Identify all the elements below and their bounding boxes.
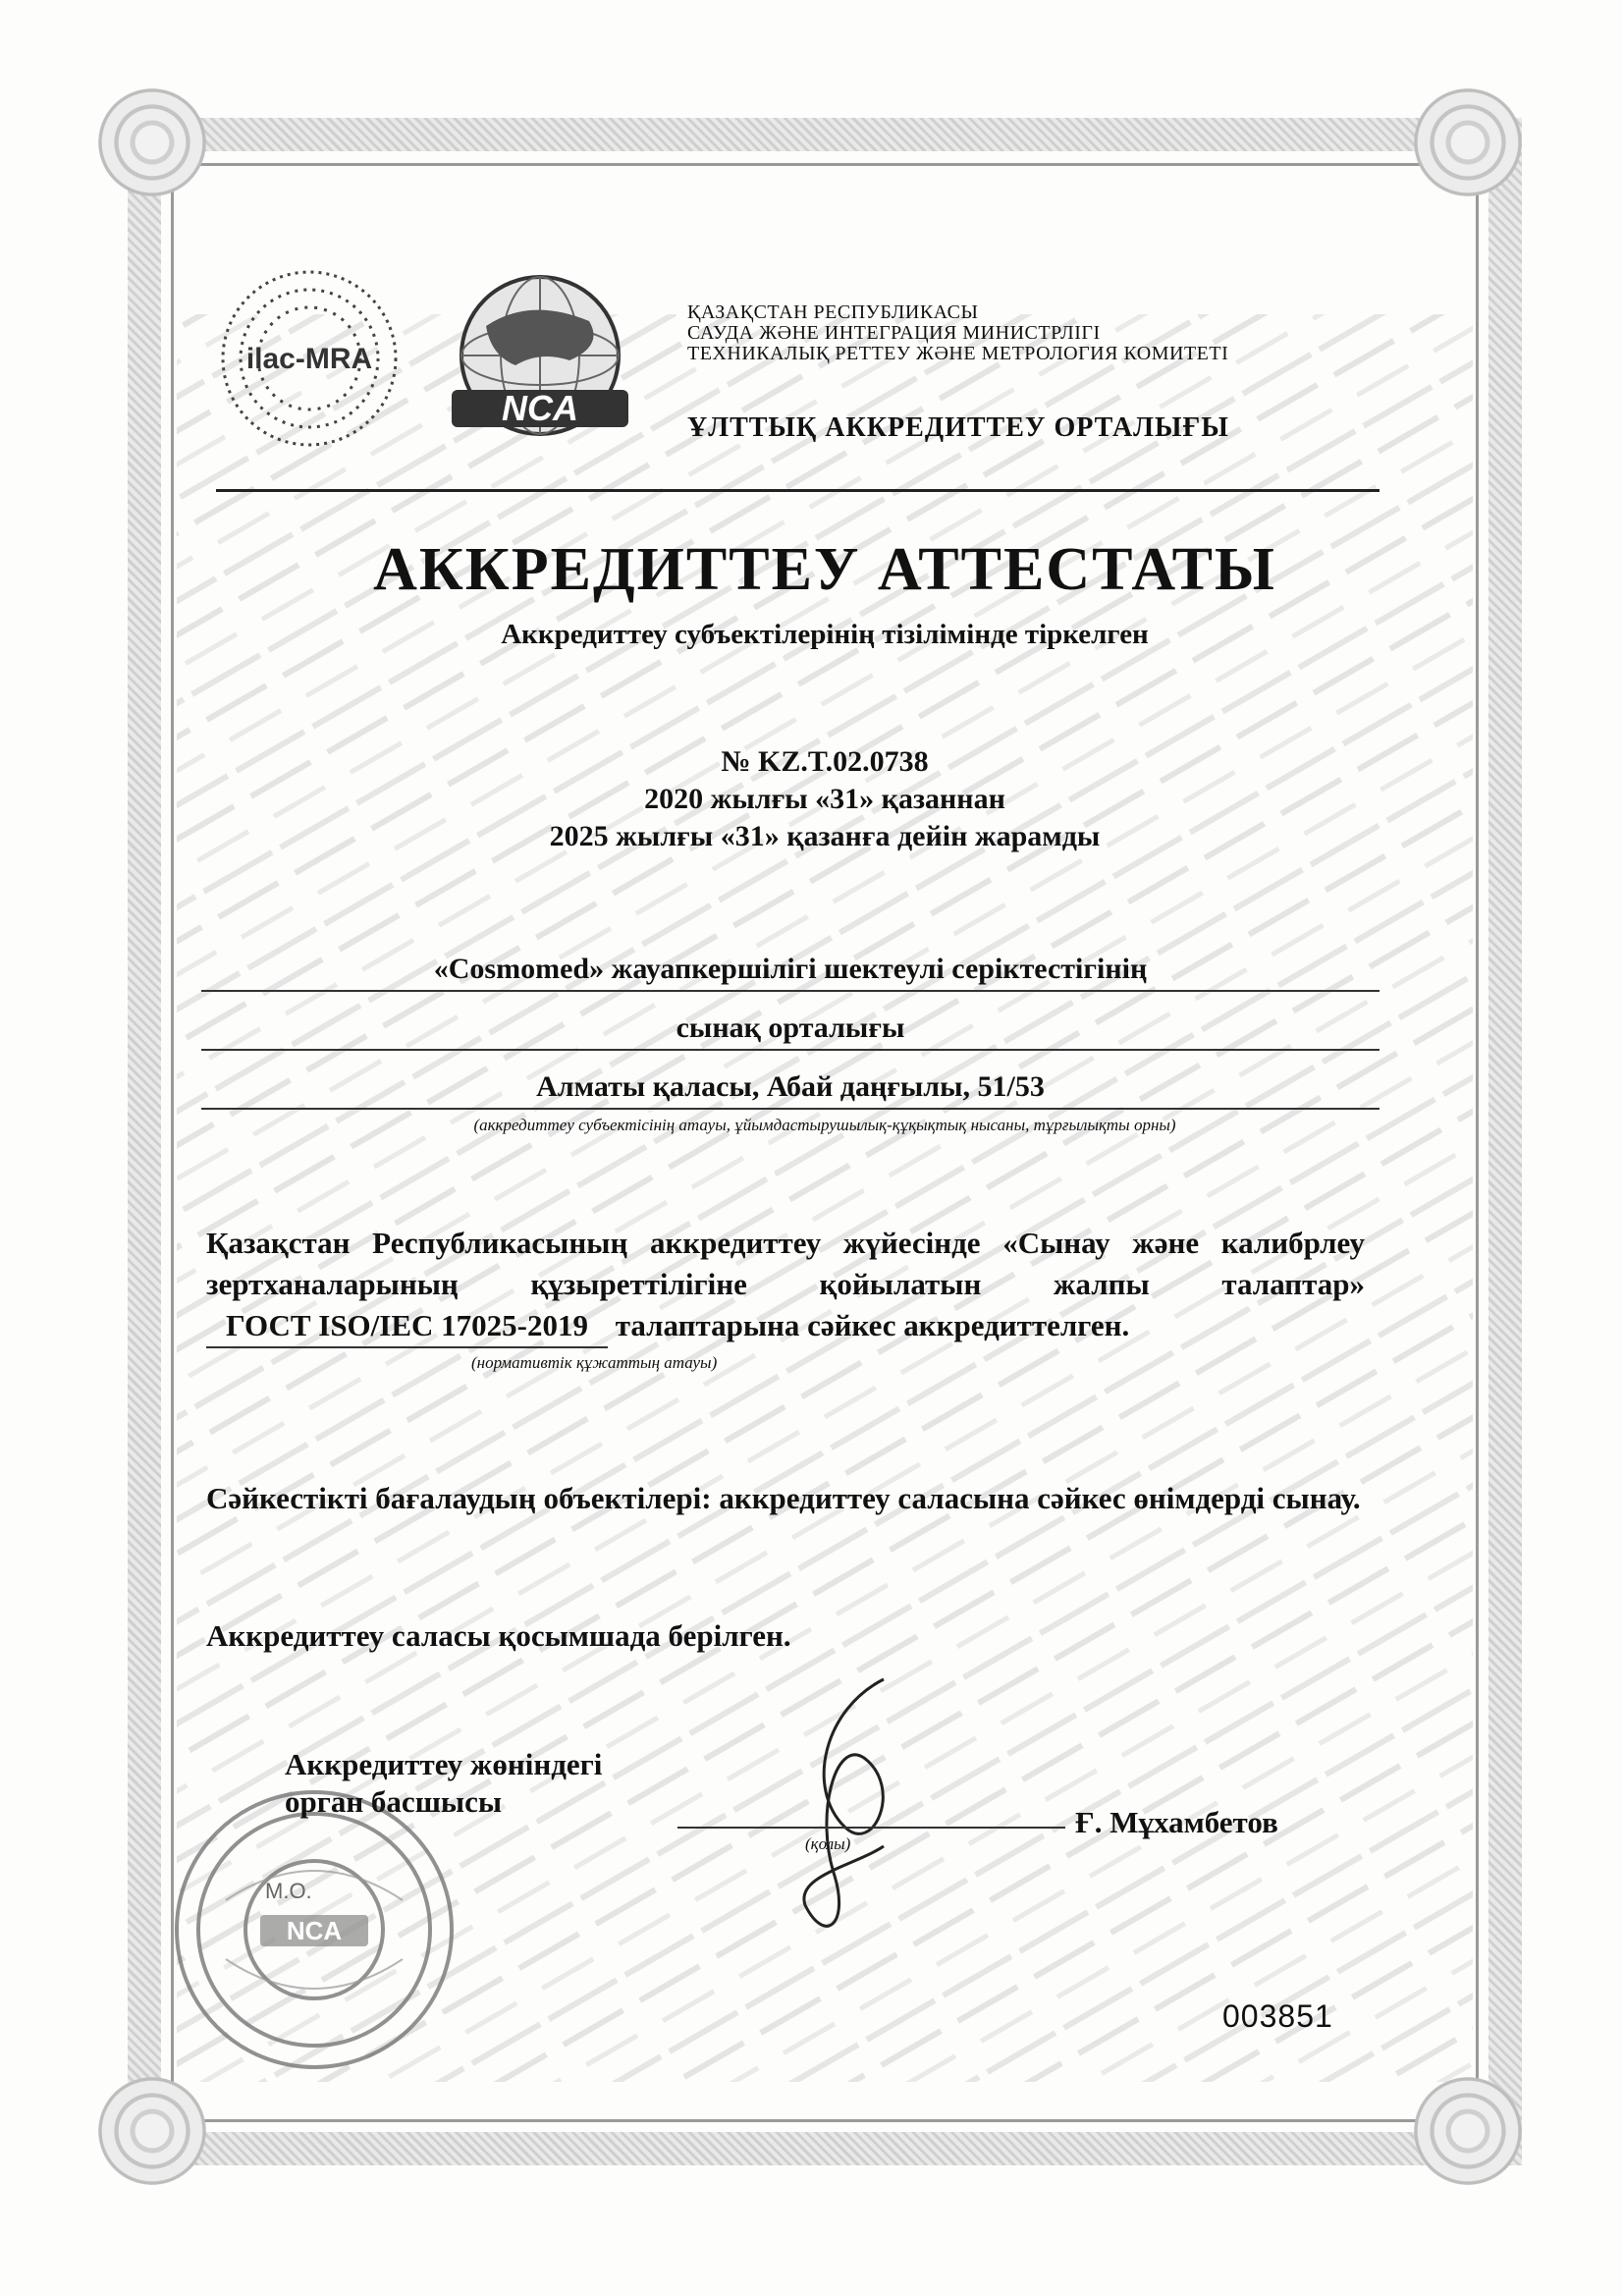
standard-name: ГОСТ ISO/IEC 17025-2019 xyxy=(206,1305,608,1348)
org-line-3: ТЕХНИКАЛЫҚ РЕТТЕУ ЖӘНЕ МЕТРОЛОГИЯ КОМИТЕТІ xyxy=(687,343,1229,364)
accreditation-center-name: ҰЛТТЫҚ АККРЕДИТТЕУ ОРТАЛЫҒЫ xyxy=(687,412,1229,443)
svg-text:NCA: NCA xyxy=(502,388,578,428)
serial-number: 003851 xyxy=(1222,1998,1333,2034)
signature-hint: (қолы) xyxy=(805,1834,851,1853)
entity-name-line-2: сынақ орталығы xyxy=(201,1011,1380,1051)
handwritten-signature xyxy=(766,1669,943,1944)
corner-rosette-tr xyxy=(1409,83,1527,201)
entity-address: Алматы қаласы, Абай даңғылы, 51/53 xyxy=(201,1070,1380,1110)
signer-title-line-1: Аккредиттеу жөніндегі xyxy=(285,1747,603,1781)
svg-text:М.О.: М.О. xyxy=(265,1879,312,1903)
conformity-objects: Сәйкестікті бағалаудың объектілері: аккредиттеу саласына сәйкес өнімдерді сынау. xyxy=(206,1481,1361,1515)
header-divider xyxy=(216,489,1380,492)
entity-name-line-1: «Cosmomed» жауапкершілігі шектеулі серіктестігінің xyxy=(201,953,1380,992)
signer-name: Ғ. Мұхамбетов xyxy=(1075,1805,1278,1839)
issuing-authority xyxy=(687,302,1228,364)
svg-text:ilac-MRA: ilac-MRA xyxy=(245,343,373,375)
accreditation-scope: Аккредиттеу саласы қосымшада берілген. xyxy=(206,1618,791,1653)
corner-rosette-br xyxy=(1409,2072,1527,2190)
corner-rosette-tl xyxy=(93,83,211,201)
valid-from: 2020 жылғы «31» қазаннан xyxy=(644,783,1005,815)
nca-globe-logo-icon xyxy=(442,267,638,454)
org-line-1: ҚАЗАҚСТАН РЕСПУБЛИКАСЫ xyxy=(687,301,979,323)
document-title: АККРЕДИТТЕУ АТТЕСТАТЫ xyxy=(373,536,1276,603)
ilac-mra-logo-icon xyxy=(211,260,407,457)
signer-title xyxy=(285,1746,602,1821)
entity-hint: (аккредиттеу субъектісінің атауы, ұйымдастырушылық-құқықтық нысаны, тұрғылықты орны) xyxy=(473,1116,1176,1134)
standard-hint: (нормативтік құжаттың атауы) xyxy=(471,1353,718,1372)
signer-title-line-2: орган басшысы xyxy=(285,1784,503,1819)
corner-rosette-bl xyxy=(93,2072,211,2190)
official-seal-stamp xyxy=(167,1782,461,2077)
org-line-2: САУДА ЖӘНЕ ИНТЕГРАЦИЯ МИНИСТРЛІГІ xyxy=(687,322,1101,344)
signature-line xyxy=(677,1827,1065,1829)
document-subtitle: Аккредиттеу субъектілерінің тізілімінде тіркелген xyxy=(501,619,1149,650)
valid-to: 2025 жылғы «31» қазанға дейін жарамды xyxy=(549,820,1101,852)
certificate-number: № KZ.T.02.0738 xyxy=(721,745,929,778)
certificate-details xyxy=(177,743,1473,855)
accreditation-text-before: Қазақстан Республикасының аккредиттеу жүйесінде «Сынау және калибрлеу зертханаларының құзыреттілігіне қойылатын жалпы талаптар» xyxy=(206,1226,1365,1301)
svg-text:NCA: NCA xyxy=(286,1916,343,1945)
accreditation-text-after: талаптарына сәйкес аккредиттелген. xyxy=(615,1308,1130,1342)
accreditation-statement xyxy=(206,1223,1365,1348)
